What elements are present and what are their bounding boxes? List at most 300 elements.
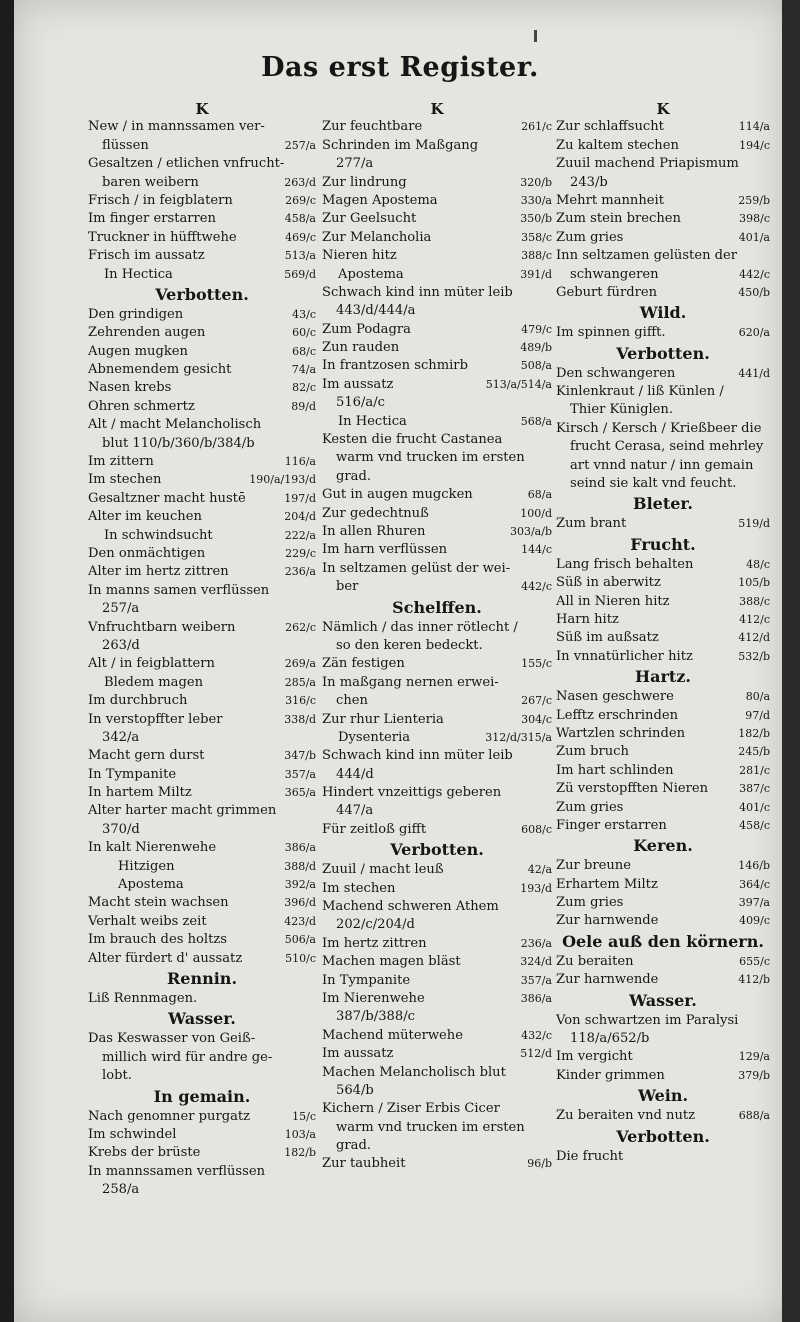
entry-text: Dysenteria [338,729,411,745]
index-entry [556,475,770,493]
index-entry [88,839,316,857]
entry-text: 277/a [336,156,374,172]
entry-text: Kirsch / Kersch / Krießbeer die [556,420,762,436]
entry-text: Schwach kind inn müter leib [322,284,513,300]
entry-text: Im schwindel [88,1126,177,1142]
entry-text: Nasen geschwere [556,689,674,705]
index-entry [322,449,552,467]
page-reference: 388/d [284,859,316,873]
page-reference: 412/d [738,631,770,645]
index-entry [322,898,552,916]
page-reference: 489/b [520,341,552,355]
entry-text: Im durchbruch [88,693,188,709]
index-entry [88,1067,316,1085]
index-entry [322,674,552,692]
page-reference: 229/c [285,546,316,560]
page-reference: 190/a/193/d [249,473,316,487]
index-entry [322,1137,552,1155]
page-reference: 412/c [739,612,770,626]
entry-text: Zu beraiten vnd nutz [556,1108,696,1124]
entry-text: 443/d/444/a [336,303,416,319]
page-reference: 388/c [739,594,770,608]
index-entry [556,688,770,706]
column-letter-heading: K [430,100,444,118]
page-reference: 236/a [520,936,552,950]
index-entry [556,725,770,743]
index-entry [88,416,316,434]
entry-text: schwangeren [570,266,659,282]
page-reference: 513/a/514/a [485,377,552,391]
entry-text: Im vergicht [556,1049,633,1065]
entry-text: frucht Cerasa, seind mehrley [570,439,764,455]
entry-text: Macht gern durst [88,748,205,764]
index-entry [88,729,316,747]
entry-text: 263/d [102,637,140,653]
index-entry [88,950,316,968]
entry-text: chen [336,693,368,709]
index-entry [322,935,552,953]
page-reference: 441/d [738,366,770,380]
page-reference: 193/d [520,881,552,895]
page-reference: 391/d [520,267,552,281]
index-entry [88,435,316,453]
index-entry [322,655,552,673]
index-entry [322,821,552,839]
entry-text: Finger erstarren [556,817,667,833]
index-entry [322,284,552,302]
entry-text: art vnnd natur / inn gemain [570,457,754,473]
page-reference: 42/a [527,863,552,877]
index-entry [556,780,770,798]
entry-text: Frisch im aussatz [88,248,205,264]
page-reference: 82/c [292,381,316,395]
section-heading: Oele auß den körnern. [562,931,764,951]
entry-text: ber [336,579,359,595]
index-entry [322,1045,552,1063]
entry-text: flüssen [102,137,149,153]
page-reference: 519/d [738,517,770,531]
index-entry [88,655,316,673]
entry-text: In Hectica [104,266,173,282]
page-reference: 269/c [285,193,316,207]
entry-text: 342/a [102,729,140,745]
entry-text: lobt. [102,1068,132,1084]
entry-text: Mehrt mannheit [556,192,664,208]
index-entry [322,766,552,784]
entry-text: millich wird für andre ge- [102,1049,273,1065]
index-entry [556,365,770,383]
index-entry [322,174,552,192]
entry-text: Im harn verflüssen [322,542,448,558]
entry-text: Ohren schmertz [88,398,195,414]
entry-text: 387/b/388/c [336,1009,415,1025]
index-entry [88,563,316,581]
index-entry [556,971,770,989]
index-entry [556,817,770,835]
entry-text: Schwach kind inn müter leib [322,748,513,764]
entry-text: Machend müterwehe [322,1027,463,1043]
index-entry [556,210,770,228]
page-reference: 450/b [738,285,770,299]
page-reference: 387/c [739,782,770,796]
entry-text: Zehrenden augen [88,325,206,341]
page-reference: 358/c [521,230,552,244]
index-entry [322,541,552,559]
entry-text: Nieren hitz [322,248,397,264]
page-reference: 114/a [738,120,770,134]
page-reference: 469/c [285,230,316,244]
section-heading: Wein. [637,1086,689,1106]
entry-text: In kalt Nierenwehe [88,840,217,856]
index-entry [88,174,316,192]
section-heading: Keren. [633,836,693,856]
index-entry [88,766,316,784]
entry-text: Zur breune [556,858,631,874]
entry-text: baren weibern [102,174,199,190]
index-entry [88,1126,316,1144]
section-heading: Wasser. [629,990,697,1010]
index-entry [556,1012,770,1030]
page-title: Das erst Register. [261,52,539,83]
page-reference: 146/b [738,859,770,873]
index-entry [556,912,770,930]
section-heading: Rennin. [166,968,238,988]
index-entry [556,611,770,629]
index-entry [88,361,316,379]
entry-text: Zum brant [556,516,627,532]
entry-text: Im Nierenwehe [322,990,425,1006]
index-entry [556,284,770,302]
page-reference: 338/d [284,712,316,726]
entry-text: Frisch / in feigblatern [88,192,233,208]
entry-text: Den onmächtigen [88,545,206,561]
index-entry [322,637,552,655]
entry-text: Den schwangeren [556,365,676,381]
index-entry [556,1148,770,1166]
index-entry [88,858,316,876]
entry-text: Lang frisch behalten [556,556,694,572]
page-reference: 259/b [738,193,770,207]
page-reference: 608/c [521,822,552,836]
entry-text: Thier Küniglen. [570,402,673,418]
entry-text: Zän festigen [322,656,405,672]
index-entry [556,515,770,533]
entry-text: Den grindigen [88,306,184,322]
entry-text: Zur Geelsucht [322,211,417,227]
entry-text: Das Keswasser von Geiß- [88,1031,256,1047]
page-reference: 569/d [284,267,316,281]
index-entry [322,247,552,265]
entry-text: Zuuil / macht leuß [322,862,444,878]
entry-text: Im hart schlinden [556,762,674,778]
section-heading: Frucht. [630,534,696,554]
index-entry [556,438,770,456]
entry-text: Hitzigen [118,858,175,874]
index-entry [322,266,552,284]
index-entry [88,1144,316,1162]
index-entry [88,913,316,931]
entry-text: Zur rhur Lienteria [322,711,444,727]
page-reference: 512/d [520,1047,552,1061]
entry-text: Abnemendem gesicht [88,362,232,378]
index-entry [88,619,316,637]
page-reference: 324/d [520,955,552,969]
index-entry [88,210,316,228]
index-entry [88,931,316,949]
index-entry [322,486,552,504]
index-entry [88,379,316,397]
page-reference: 432/c [521,1028,552,1042]
index-entry [322,413,552,431]
section-heading: Verbotten. [616,1126,710,1146]
entry-text: Zur Melancholia [322,229,432,245]
entry-text: In mannssamen verflüssen [88,1163,266,1179]
section-heading: Schelffen. [392,597,482,617]
entry-text: Zur feuchtbare [322,119,423,135]
entry-text: Krebs der brüste [88,1145,201,1161]
entry-text: blut 110/b/360/b/384/b [102,435,255,451]
index-entry [88,747,316,765]
page-reference: 105/b [738,576,770,590]
index-entry [322,990,552,1008]
page-reference: 350/b [520,212,552,226]
index-entry [322,1008,552,1026]
index-entry [88,527,316,545]
index-entry [88,1049,316,1067]
section-heading: Wasser. [168,1009,236,1029]
index-entry [88,784,316,802]
entry-text: Zum gries [556,799,624,815]
index-column-2 [322,100,552,1174]
page-reference: 155/c [521,657,552,671]
page-reference: 15/c [292,1109,316,1123]
index-entry [88,600,316,618]
page-reference: 347/b [284,749,316,763]
entry-text: Harn hitz [556,611,619,627]
page-reference: 269/a [284,657,316,671]
entry-text: Zur taubheit [322,1156,406,1172]
page-reference: 508/a [520,359,552,373]
index-entry [88,343,316,361]
entry-text: In Hectica [338,413,407,429]
index-column-1 [88,100,316,1199]
entry-text: Vnfruchtbarn weibern [88,619,236,635]
index-entry [322,861,552,879]
index-entry [88,894,316,912]
index-entry [322,505,552,523]
page-reference: 100/d [520,506,552,520]
entry-text: Machend schweren Athem [322,899,499,915]
index-entry [322,321,552,339]
index-entry [88,821,316,839]
entry-text: 258/a [102,1182,140,1198]
index-entry [556,743,770,761]
index-entry [322,1082,552,1100]
index-entry [322,711,552,729]
entry-text: Im stechen [88,472,162,488]
entry-text: 118/a/652/b [570,1031,650,1047]
page-reference: 386/a [520,991,552,1005]
page-reference: 412/b [738,973,770,987]
page-reference: 316/c [285,694,316,708]
print-mark [534,30,537,42]
index-entry [556,593,770,611]
index-entry [88,582,316,600]
page-reference: 182/b [738,726,770,740]
index-entry [556,556,770,574]
index-entry [556,174,770,192]
entry-text: Alter im keuchen [88,509,202,525]
entry-text: Zur harnwende [556,972,659,988]
entry-text: In allen Rhuren [322,523,426,539]
index-entry [88,1181,316,1199]
page-reference: 396/d [284,896,316,910]
page-reference: 568/a [520,414,552,428]
index-entry [88,453,316,471]
section-heading: In gemain. [153,1086,251,1106]
entry-text: Inn seltzamen gelüsten der [556,248,738,264]
entry-text: All in Nieren hitz [556,593,670,609]
entry-text: Machen magen bläst [322,954,461,970]
entry-text: Kesten die frucht Castanea [322,432,503,448]
entry-text: Zü verstopfften Nieren [556,781,709,797]
entry-text: Von schwartzen im Paralysi [556,1012,739,1028]
index-entry [556,1107,770,1125]
page-reference: 262/c [285,620,316,634]
index-entry [88,1163,316,1181]
section-heading: Bleter. [633,494,693,514]
index-entry [556,1048,770,1066]
page-reference: 364/c [739,877,770,891]
index-entry [556,137,770,155]
index-entry [88,674,316,692]
entry-text: In manns samen verflüssen [88,582,270,598]
entry-text: Machen Melancholisch blut [322,1064,506,1080]
section-heading: Verbotten. [390,840,484,860]
entry-text: Kichern / Ziser Erbis Cicer [322,1101,500,1117]
index-column-3 [556,100,770,1166]
index-entry [88,692,316,710]
entry-text: In seltzamen gelüst der wei- [322,560,511,576]
page-reference: 620/a [738,326,770,340]
index-entry [322,302,552,320]
column-letter-heading: K [656,100,670,118]
page-reference: 304/c [521,712,552,726]
page-reference: 312/d/315/a [485,730,552,744]
index-entry [556,266,770,284]
index-entry [322,619,552,637]
page-reference: 458/a [284,212,316,226]
page-reference: 257/a [284,138,316,152]
entry-text: Nach genomner purgatz [88,1108,251,1124]
page-reference: 267/c [521,694,552,708]
index-entry [322,155,552,173]
page-reference: 194/c [739,138,770,152]
entry-text: seind sie kalt vnd feucht. [570,476,737,492]
page-reference: 263/d [284,175,316,189]
entry-text: 202/c/204/d [336,917,415,933]
entry-text: In schwindsucht [104,527,213,543]
index-entry [322,394,552,412]
index-entry [556,799,770,817]
page-reference: 401/a [738,230,770,244]
entry-text: Macht stein wachsen [88,895,229,911]
page-reference: 513/a [284,249,316,263]
page-reference: 392/a [284,878,316,892]
entry-text: so den keren bedeckt. [336,637,483,653]
entry-text: Im aussatz [322,1046,394,1062]
page-reference: 236/a [284,565,316,579]
entry-text: Liß Rennmagen. [88,990,198,1006]
entry-text: Zu kaltem stechen [556,137,679,153]
entry-text: 257/a [102,601,140,617]
entry-text: grad. [336,468,371,484]
index-entry [88,247,316,265]
section-heading: Verbotten. [155,284,249,304]
index-entry [322,523,552,541]
entry-text: In hartem Miltz [88,785,192,801]
index-entry [88,508,316,526]
entry-text: Nämlich / das inner rötlecht / [322,619,518,635]
index-entry [556,118,770,136]
index-entry [88,324,316,342]
entry-text: Kinder grimmen [556,1067,665,1083]
page-reference: 89/d [291,399,316,413]
entry-text: Alter harter macht grimmen [88,803,277,819]
page-reference: 204/d [284,510,316,524]
index-entry [88,490,316,508]
index-entry [88,802,316,820]
page-reference: 401/c [739,800,770,814]
index-entry [556,1067,770,1085]
entry-text: Im brauch des holtzs [88,932,227,948]
entry-text: 447/a [336,803,374,819]
index-entry [556,762,770,780]
entry-text: 243/b [570,174,608,190]
entry-text: Wartzlen schrinden [556,725,686,741]
index-entry [322,784,552,802]
index-entry [322,1064,552,1082]
index-entry [88,545,316,563]
entry-text: Die frucht [556,1148,624,1164]
index-entry [322,468,552,486]
index-entry [322,339,552,357]
entry-text: Für zeitloß gifft [322,821,427,837]
entry-text: Alter fürdert d' aussatz [88,950,243,966]
entry-text: In Tympanite [322,972,411,988]
page-reference: 103/a [284,1127,316,1141]
page-reference: 80/a [745,690,770,704]
index-entry [322,747,552,765]
index-entry [88,229,316,247]
entry-text: warm vnd trucken im ersten [336,1119,525,1135]
index-entry [556,247,770,265]
index-entry [556,857,770,875]
index-entry [322,137,552,155]
page-reference: 688/a [738,1109,770,1123]
page-reference: 398/c [739,212,770,226]
page-reference: 261/c [521,120,552,134]
index-entry [322,953,552,971]
entry-text: Alt / macht Melancholisch [88,417,262,433]
entry-text: In vnnatürlicher hitz [556,648,693,664]
entry-text: Geburt fürdren [556,284,658,300]
index-entry [556,574,770,592]
entry-text: Schrinden im Maßgang [322,137,479,153]
index-entry [322,578,552,596]
page-reference: 281/c [739,763,770,777]
index-entry [322,192,552,210]
